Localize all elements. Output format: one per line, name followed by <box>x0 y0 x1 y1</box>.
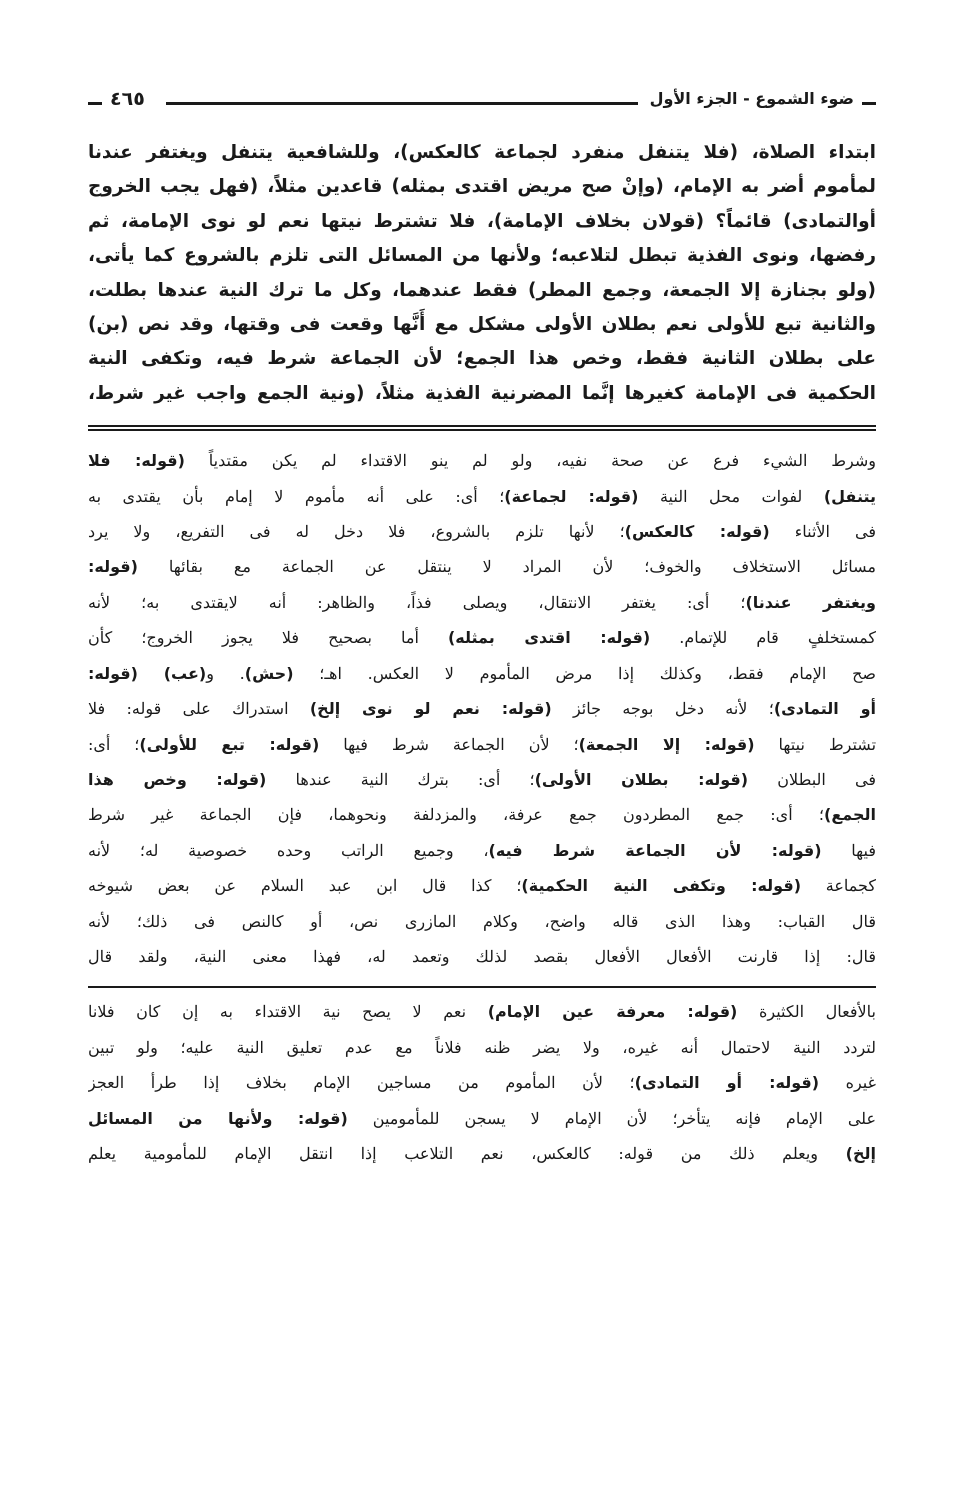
commentary-segment: ؛ أى: جمع المطردون جمع عرفة، والمزدلفة ونحوهما، فإن الجماعة غير شرط <box>88 805 824 825</box>
commentary-text <box>88 443 876 974</box>
quoted-lemma: أو التمادى) <box>773 699 876 719</box>
commentary-segment: لفوات محل النية <box>638 486 824 506</box>
commentary-segment: فى البطلان <box>748 769 876 789</box>
commentary-segment: لتردد النية لاحتمال أنه غيره، ولا يضر ظنه فلاناً مع عدم تعليق النية عليه؛ ولو تبين <box>88 1037 876 1057</box>
commentary-segment: كمستخلفٍ قام للإتمام. <box>650 628 876 648</box>
commentary-segment: نعم لا يصح نية الاقتداء به إن كان فلانا <box>88 1002 488 1022</box>
commentary-line <box>88 549 876 584</box>
commentary-segment: صح الإمام فقط، وكذلك إذا مرض المأموم لا العكس. اهـ؛ <box>293 663 876 683</box>
quoted-lemma: (عب) <box>163 663 207 683</box>
main-text-line: على بطلان الثانية فقط، وخص هذا الجمع؛ لأن الجماعة شرط فيه، وتكفى النية <box>88 348 876 370</box>
main-text-line: لمأموم أضر به الإمام، (وإنْ صح مريض اقتدى بمثله) قاعدين مثلاً، (فهل يجب الخروج <box>88 176 876 198</box>
quoted-lemma: (قوله: بطلان الأولى) <box>534 769 749 789</box>
quoted-lemma: إلخ) <box>845 1143 876 1163</box>
main-text <box>88 136 876 411</box>
commentary-segment: استدراك على قوله: فلا <box>88 699 310 719</box>
commentary-line <box>88 656 876 691</box>
commentary-line <box>88 797 876 832</box>
commentary-segment <box>138 664 164 683</box>
quoted-lemma: يتنفل) <box>823 486 876 506</box>
quoted-lemma: ويغتفر عندنا) <box>745 592 876 612</box>
commentary-segment: قال القباب: وهذا الذى قاله واضح، وكلام المازرى نص، أو كالنص فى ذلك؛ لأنه <box>88 911 876 931</box>
commentary-segment: كجماعة <box>801 876 876 896</box>
commentary-segment: ؛ أى: على أنه مأموم لا إمام بأن يقتدى به <box>88 486 505 506</box>
commentary-segment: قال: إذا قارنت الأفعال الأفعال بقصد لذلك وتعمد له، فهذا معنى النية، ولقد قال <box>88 946 876 966</box>
commentary-line <box>88 1065 876 1100</box>
commentary-line <box>88 939 876 974</box>
quoted-lemma: (قوله: <box>88 557 138 577</box>
header-rule-right <box>862 102 876 105</box>
main-text-line: (ولو بجنازة إلا الجمعة، وجمع المطر) فقط عندهما، وكل ما ترك النية عندها بطلت، <box>88 279 876 301</box>
section-divider-double <box>88 425 876 431</box>
quoted-lemma: (قوله: وخص هذا <box>88 769 267 789</box>
commentary-segment: . و <box>206 663 245 683</box>
header-rule-middle <box>166 102 638 105</box>
book-page <box>88 88 876 1418</box>
commentary-segment: غيره <box>819 1073 876 1093</box>
commentary-line <box>88 1030 876 1065</box>
commentary-continuation-text <box>88 994 876 1171</box>
commentary-line <box>88 514 876 549</box>
commentary-line <box>88 994 876 1029</box>
page-header <box>88 88 876 118</box>
commentary-line <box>88 833 876 868</box>
quoted-lemma: (قوله: كالعكس) <box>624 522 770 542</box>
quoted-lemma: (قوله: لجماعة) <box>504 486 639 506</box>
commentary-segment: على الإمام فإنه يتأخر؛ لأن الإمام لا يسجن للمأمومين <box>347 1108 876 1128</box>
quoted-lemma: (قوله: نعم لو نوى إلخ) <box>309 699 552 719</box>
commentary-segment: ويعلم ذلك من قوله: كالعكس، نعم التلاعب إذا انتقل الإمام للمأمومية يعلم <box>88 1143 846 1163</box>
page-number: ٤٦٥ <box>110 88 145 110</box>
commentary-line <box>88 727 876 762</box>
commentary-segment: وشرط الشيء فرع عن صحة نفيه، ولو لم ينو الاقتداء لم يكن مقتدياً <box>184 451 876 471</box>
main-text-line: ابتداء الصلاة، (فلا يتنفل منفرد لجماعة كالعكس)، وللشافعية يتنفل ويغتفر عندنا <box>88 142 876 163</box>
commentary-segment: ؛ لأن الجماعة شرط فيها <box>319 734 579 754</box>
quoted-lemma: (قوله: فلا <box>88 451 185 471</box>
quoted-lemma: (قوله: ولأنها من المسائل <box>88 1108 348 1128</box>
commentary-segment: مسائل الاستخلاف والخوف؛ لأن المراد لا ينتقل عن الجماعة مع بقائها <box>137 557 876 577</box>
quoted-lemma: (قوله: لأن الجماعة شرط فيه) <box>488 840 822 860</box>
quoted-lemma: (قوله: اقتدى بمثله) <box>447 628 651 648</box>
section-divider-single <box>88 986 876 988</box>
commentary-line <box>88 585 876 620</box>
header-rule-left <box>88 102 102 105</box>
commentary-segment: تشترط نيتها <box>754 734 876 754</box>
commentary-line <box>88 762 876 797</box>
quoted-lemma: (حش) <box>244 663 294 683</box>
commentary-segment: ؛ أى: يغتفر الانتقال، ويصلى فذاً، والظاهر: أنه لايقتدى به؛ لأنه <box>88 592 746 612</box>
quoted-lemma: (قوله: إلا الجمعة) <box>578 734 755 754</box>
commentary-line <box>88 904 876 939</box>
commentary-segment: بالأفعال الكثيرة <box>737 1002 876 1022</box>
main-text-line: رفضها، ونوى الفذية تبطل لتلاعبه؛ ولأنها من المسائل التى تلزم بالشروع كما يأتى، <box>88 245 876 267</box>
quoted-lemma: الجمع) <box>824 805 876 825</box>
quoted-lemma: (قوله: <box>88 663 138 683</box>
commentary-line <box>88 479 876 514</box>
commentary-segment: ؛ لأن المأموم من مساجين الإمام بخلاف إذا طرأ العجز <box>88 1073 635 1093</box>
quoted-lemma: (قوله: تبع للأولى) <box>139 734 320 754</box>
commentary-segment: ؛ أى: بترك النية عندها <box>266 769 535 789</box>
commentary-line <box>88 1136 876 1171</box>
commentary-segment: ؛ أى: <box>88 734 140 754</box>
commentary-segment: أما بصحيح فلا يجوز الخروج؛ كأن <box>88 628 448 648</box>
commentary-segment: ؛ كذا قال ابن عبد السلام عن بعض شيوخه <box>88 876 522 896</box>
commentary-segment: فيها <box>821 840 876 860</box>
commentary-line <box>88 620 876 655</box>
commentary-line <box>88 443 876 478</box>
commentary-line <box>88 1101 876 1136</box>
commentary-segment: فى الأثناء <box>769 522 876 542</box>
commentary-segment: ؛ لأنه دخل بوجه جائز <box>551 699 774 719</box>
quoted-lemma: (قوله: أو التمادى) <box>634 1073 820 1093</box>
commentary-segment: ؛ لأنها تلزم بالشروع، فلا دخل له فى التفريع، ولا يرد <box>88 522 625 542</box>
running-title: ضوء الشموع - الجزء الأول <box>649 89 854 108</box>
commentary-line <box>88 691 876 726</box>
main-text-line: أوالتمادى) قائماً؟ (قولان بخلاف الإمامة)، فلا تشترط نيتها نعم لو نوى الإمامة، ثم <box>88 210 876 232</box>
commentary-segment: ، وجميع الراتب وحده خصوصية له؛ لأنه <box>88 840 489 860</box>
quoted-lemma: (قوله: وتكفى النية الحكمية) <box>521 876 802 896</box>
quoted-lemma: (قوله: معرفة عين الإمام) <box>487 1002 738 1022</box>
main-text-line: والثانية تبع للأولى نعم بطلان الأولى مشكل مع أَنَّها وقعت فى وقتها، وقد نص (بن) <box>88 314 876 336</box>
commentary-line <box>88 868 876 903</box>
main-text-line: الحكمية فى الإمامة كغيرها إنَّما المضرنية الفذية مثلاً، (ونية الجمع واجب غير شرط، <box>88 382 876 404</box>
